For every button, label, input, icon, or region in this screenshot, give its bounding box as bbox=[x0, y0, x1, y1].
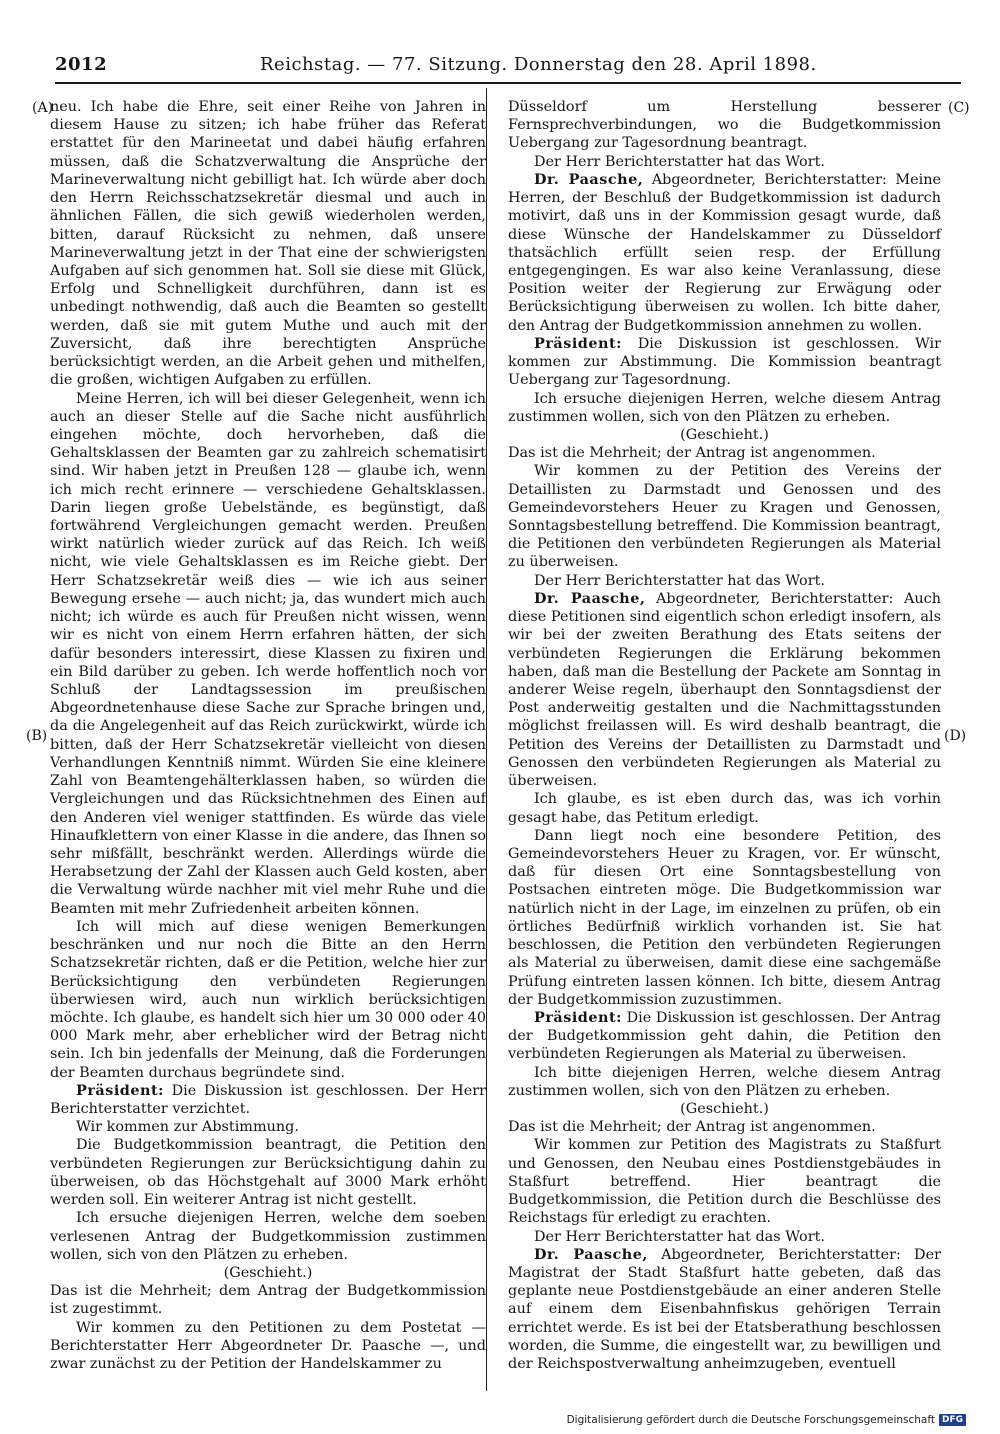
speech-text: Die Diskussion ist geschlossen. Wir kommen zur Abstimmung. Die Kommission beantragt Uebergang zur Tagesordnung. bbox=[508, 335, 941, 389]
speaker-name: Präsident: bbox=[534, 334, 622, 352]
speech-paragraph bbox=[508, 1009, 941, 1064]
paragraph: Ich ersuche diejenigen Herren, welche diesem Antrag zustimmen wollen, sich von den Plätzen zu erheben. bbox=[508, 390, 941, 425]
paragraph: Der Herr Berichterstatter hat das Wort. bbox=[534, 1228, 825, 1245]
running-title: Reichstag. — 77. Sitzung. Donnerstag den 28. April 1898. bbox=[260, 54, 817, 75]
stage-direction: (Geschieht.) bbox=[680, 1101, 769, 1118]
paragraph: Der Herr Berichterstatter hat das Wort. bbox=[534, 572, 825, 589]
dfg-logo: DFG bbox=[939, 1414, 966, 1426]
paragraph: Ich glaube, es ist eben durch das, was ich vorhin gesagt habe, das Petitum erledigt. bbox=[508, 791, 941, 826]
paragraph: Das ist die Mehrheit; der Antrag ist angenommen. bbox=[508, 1119, 876, 1136]
paragraph: Wir kommen zur Petition des Magistrats zu Staßfurt und Genossen, den Neubau eines Postdienstgebäudes in Staßfurt betreffend. Hier beantragt die Budgetkommission, die Petition durch die Beschlüsse des Reichstags für erledigt zu erachten. bbox=[508, 1137, 941, 1227]
speech-paragraph bbox=[508, 335, 941, 390]
speech-paragraph bbox=[508, 171, 941, 335]
margin-mark-c: (C) bbox=[948, 100, 970, 116]
speech-text: Abgeordneter, Berichterstatter: Auch diese Petitionen sind eigentlich schon erledigt insofern, als wir bei der zweiten Berathung des Etats seitens der verbündeten Regierungen die Erklärung bekommen haben, daß man die Bestellung der Packete am Sonntag in anderer Weise regeln, überhaupt den Sonntagsdienst der Post anderweitig gestalten und die Nachmittagsstunden möglichst freilassen will. Es wird deshalb beantragt, die Petition des Vereins der Detaillisten zu Darmstadt und Genossen den verbündeten Regierungen als Material zu überweisen. bbox=[508, 590, 941, 790]
paragraph: Das ist die Mehrheit; der Antrag ist angenommen. bbox=[508, 445, 876, 462]
speaker-name: Dr. Paasche, bbox=[534, 1245, 648, 1263]
speaker-name: Dr. Paasche, bbox=[534, 589, 646, 607]
paragraph: Die Budgetkommission beantragt, die Petition den verbündeten Regierungen zur Berücksichtigung dahin zu überweisen, ob das Höchstgehalt auf 3000 Mark erhöht werden soll. Ein weiterer Antrag ist nicht gestellt. bbox=[50, 1137, 486, 1209]
speech-text: Die Diskussion ist geschlossen. Der Antrag der Budgetkommission geht dahin, die Petition den verbündeten Regierungen als Material zu überweisen. bbox=[508, 1009, 941, 1063]
paragraph: Wir kommen zu der Petition des Vereins der Detaillisten zu Darmstadt und Genossen und des Gemeindevorstehers Heuer zu Kragen und Genossen, Sonntagsbestellung betreffend. Die Kommission beantragt, die Petitionen den verbündeten Regierungen als Material zu überweisen. bbox=[508, 463, 941, 571]
stage-direction: (Geschieht.) bbox=[680, 426, 769, 443]
margin-mark-b: (B) bbox=[26, 728, 48, 744]
speaker-name: Präsident: bbox=[76, 1081, 164, 1099]
page-header bbox=[55, 52, 961, 82]
digitization-credit bbox=[567, 1414, 966, 1426]
page-number: 2012 bbox=[55, 54, 108, 75]
speech-text: Abgeordneter, Berichterstatter: Der Magistrat der Stadt Staßfurt hatte gebeten, daß das geplante neue Postdienstgebäude an einer anderen Stelle auf einem dem Eisenbahnfiskus gehörigen Terrain errichtet werde. Es ist bei der Etatsberathung beschlossen worden, die Summe, die eingestellt war, zu bewilligen und der Reichspostverwaltung anheimzugeben, eventuell bbox=[508, 1246, 941, 1373]
speaker-name: Präsident: bbox=[534, 1008, 622, 1026]
paragraph: Meine Herren, ich will bei dieser Gelegenheit, wenn ich auch an dieser Stelle auf die Sache nicht ausführlich eingehen möchte, doch hervorheben, daß die Gehaltsklassen der Beamten gar zu zahlreich schematisirt sind. Wir haben jetzt in Preußen 128 — glaube ich, wenn ich mich recht erinnere — verschiedene Gehaltsklassen. Darin liegen große Uebelstände, es begünstigt, daß fortwährend Vergleichungen gemacht werden. Preußen wirkt natürlich wieder zurück auf das Reich. Ich weiß nicht, wie viele Gehaltsklassen es im Reiche giebt. Der Herr Schatzsekretär weiß dies — wie ich aus seiner Bewegung ersehe — auch nicht; ja, das wundert mich auch nicht; ich würde es auch für Preußen nicht wissen, wenn wir es nicht von einem Herrn erfahren hätten, der sich dafür besonders interessirt, diese Klassen zu fixiren und ein Bild darüber zu geben. Ich werde hoffentlich noch vor Schluß der Landtagssession im preußischen Abgeordnetenhause diese Sache zur Sprache bringen und, da die Angelegenheit auf das Reich zurückwirkt, würde ich bitten, daß der Herr Schatzsekretär vielleicht von diesen Verhandlungen Kenntniß nimmt. Würden Sie eine kleinere Zahl von Beamtengehälterklassen haben, so würden die Vergleichungen und das Rücksichtnehmen des Einen auf den Anderen viel weniger stattfinden. Es würde das viele Hinaufklettern von einer Klasse in die andere, das Ihnen so sehr mißfällt, beschränkt werden. Allerdings würde die Herabsetzung der Zahl der Klassen auch Geld kosten, aber die Verwaltung würde nachher mit viel mehr Ruhe und die Beamten mit mehr Zufriedenheit arbeiten können. bbox=[50, 390, 486, 917]
credit-text: Digitalisierung gefördert durch die Deutsche Forschungsgemeinschaft bbox=[566, 1414, 935, 1426]
paragraph: Ich bitte diejenigen Herren, welche diesem Antrag zustimmen wollen, sich von den Plätzen zu erheben. bbox=[508, 1064, 941, 1099]
paragraph: Dann liegt noch eine besondere Petition, des Gemeindevorstehers Heuer zu Kragen, vor. Er wünscht, daß für diesen Ort eine Sonntagsbestellung von Postsachen eintreten möge. Die Budgetkommission war natürlich nicht in der Lage, im einzelnen zu prüfen, ob ein örtliches Bedürfniß wirklich vorhanden ist. Sie hat beschlossen, die Petition den verbündeten Regierungen als Material zu überweisen, damit diese eine sachgemäße Prüfung eintreten lassen können. Ich bitte, diesem Antrag der Budgetkommission zuzustimmen. bbox=[508, 827, 941, 1008]
speaker-name: Dr. Paasche, bbox=[534, 170, 644, 188]
speech-paragraph bbox=[508, 590, 941, 790]
paragraph: Düsseldorf um Herstellung besserer Fernsprechverbindungen, wo die Budgetkommission Uebergang zur Tagesordnung beantragt. bbox=[508, 99, 941, 152]
paragraph: neu. Ich habe die Ehre, seit einer Reihe von Jahren in diesem Hause zu sitzen; ich habe früher das Referat erstattet für den Marineetat und dabei häufig erfahren müssen, daß die Schatzverwaltung die Ansprüche der Marineverwaltung nicht gebilligt hat. Ich würde aber doch den Herrn Reichsschatzsekretär diesmal und auch in ähnlichen Fällen, die sich gewiß wiederholen werden, bitten, darauf Rücksicht zu nehmen, daß unsere Marineverwaltung jetzt in der That eine der schwierigsten Aufgaben auf sich genommen hat. Soll sie diese mit Glück, Erfolg und Schnelligkeit durchführen, dann ist es unbedingt nothwendig, daß auch die Beamten so gestellt werden, daß sie mit gutem Muthe und auch mit der Zuversicht, daß ihre berechtigten Ansprüche berücksichtigt werden, an die Arbeit gehen und mithelfen, die großen, wichtigen Aufgaben zu erfüllen. bbox=[50, 99, 486, 389]
header-rule bbox=[55, 82, 961, 84]
speech-paragraph bbox=[508, 1246, 941, 1374]
speech-paragraph bbox=[50, 1082, 486, 1118]
paragraph: Das ist die Mehrheit; dem Antrag der Budgetkommission ist zugestimmt. bbox=[50, 1283, 486, 1318]
margin-mark-d: (D) bbox=[944, 728, 967, 744]
speech-text: Abgeordneter, Berichterstatter: Meine Herren, der Beschluß der Budgetkommission ist dadurch motivirt, daß uns in der Kommission gesagt wurde, daß diese Wünsche der Handelskammer zu Düsseldorf thatsächlich erfüllt seien resp. der Erfüllung entgegengingen. Es war also keine Veranlassung, diese Position weiter der Regierung zur Erwägung oder Berücksichtigung überweisen zu wollen. Ich bitte daher, den Antrag der Budgetkommission annehmen zu wollen. bbox=[508, 171, 941, 334]
speech-text: Die Diskussion ist geschlossen. Der Herr Berichterstatter verzichtet. bbox=[50, 1082, 486, 1118]
column-divider bbox=[486, 88, 487, 1391]
left-column bbox=[50, 98, 486, 1373]
paragraph: Ich ersuche diejenigen Herren, welche dem soeben verlesenen Antrag der Budgetkommission zustimmen wollen, sich von den Plätzen zu erheben. bbox=[50, 1210, 486, 1263]
paragraph: Ich will mich auf diese wenigen Bemerkungen beschränken und nur noch die Bitte an den Herrn Schatzsekretär richten, daß er die Petition, welche hier zur Berücksichtigung den verbündeten Regierungen überwiesen wird, auch nun wirklich berücksichtigen möchte. Ich glaube, es handelt sich hier um 30 000 oder 40 000 Mark mehr, aber erheblicher wird der Betrag nicht sein. Ich bin jedenfalls der Meinung, daß die Forderungen der Beamten durchaus begründete sind. bbox=[50, 918, 486, 1081]
paragraph: Wir kommen zu den Petitionen zu dem Postetat — Berichterstatter Herr Abgeordneter Dr. Paasche —, und zwar zunächst zu der Petition der Handelskammer zu bbox=[50, 1319, 486, 1373]
paragraph: Wir kommen zur Abstimmung. bbox=[76, 1119, 299, 1136]
right-column bbox=[508, 98, 941, 1373]
paragraph: Der Herr Berichterstatter hat das Wort. bbox=[534, 153, 825, 170]
stage-direction: (Geschieht.) bbox=[223, 1265, 313, 1281]
margin-mark-a: (A) bbox=[32, 100, 54, 116]
